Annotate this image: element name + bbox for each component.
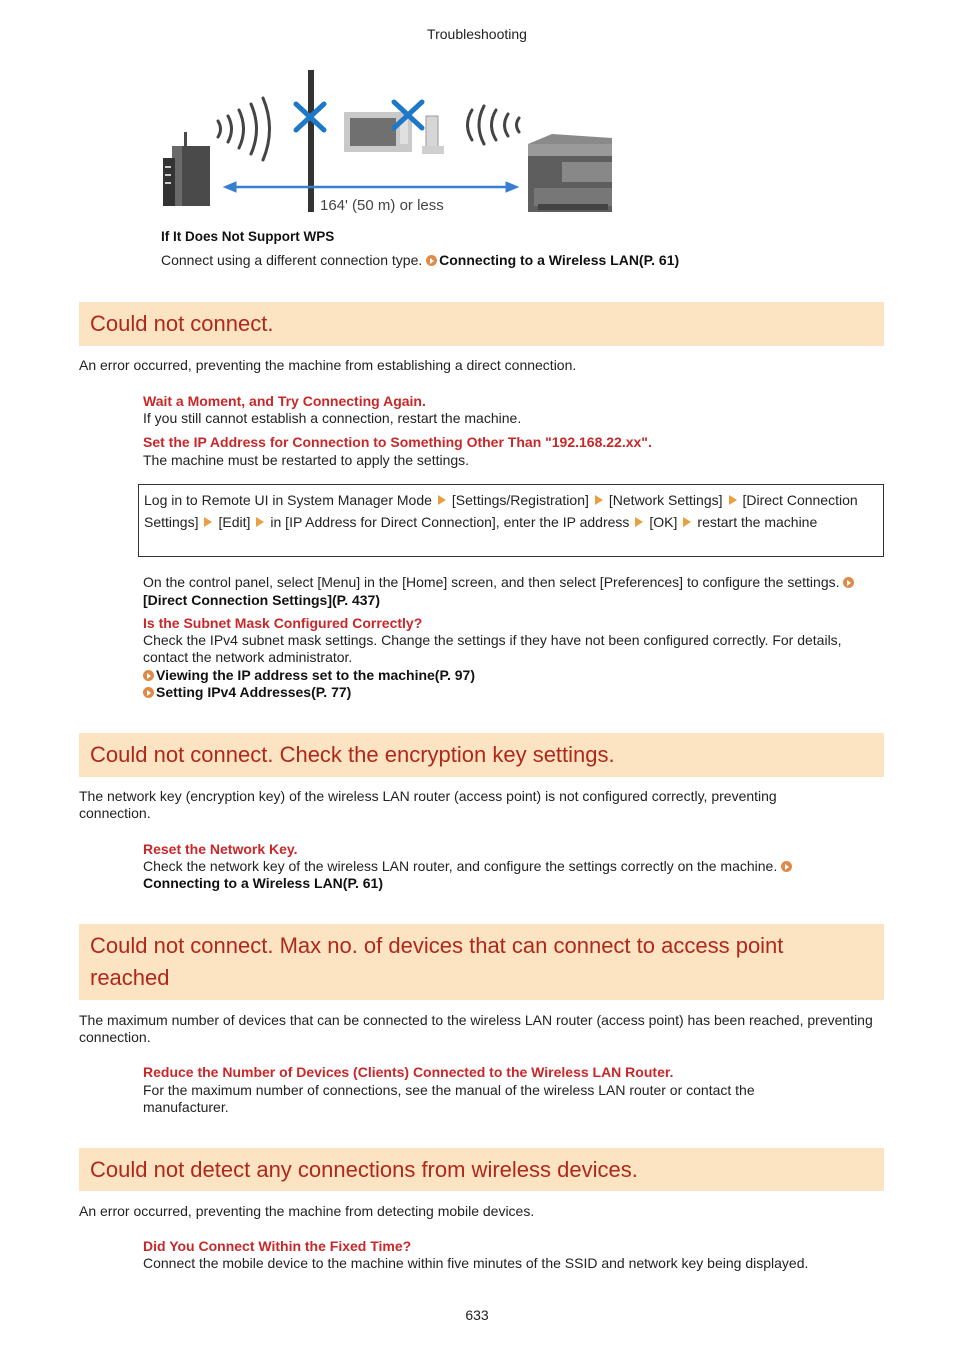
viewing-ip-address-link[interactable]: Viewing the IP address set to the machine(P. 97) [156, 667, 475, 683]
procedure-box [138, 484, 884, 557]
step-text: [Settings/Registration] [451, 492, 589, 508]
step-arrow-icon [438, 495, 446, 505]
section-heading-could-not-connect [79, 302, 884, 346]
item-body-fixed-time: Connect the mobile device to the machine within five minutes of the SSID and network key being displayed. [143, 1255, 809, 1271]
item-body-network-key [143, 858, 868, 892]
item-title-wait: Wait a Moment, and Try Connecting Again. [143, 393, 426, 409]
step-text: Log in to Remote UI in System Manager Mode [144, 492, 432, 508]
control-panel-text: On the control panel, select [Menu] in the [Home] screen, and then select [Preferences] to configure the settings. [143, 574, 840, 590]
step-arrow-icon [683, 517, 691, 527]
step-arrow-icon [256, 517, 264, 527]
section-heading-text: Could not connect. Max no. of devices that can connect to access point [90, 933, 784, 958]
section-intro: An error occurred, preventing the machine from establishing a direct connection. [79, 357, 577, 373]
link-arrow-icon [843, 577, 854, 588]
section-heading-max-devices [79, 924, 884, 1000]
printer-icon [528, 134, 612, 212]
page-header: Troubleshooting [427, 26, 527, 42]
page-number: 633 [465, 1307, 489, 1323]
step-arrow-icon [635, 517, 643, 527]
section-heading-encryption-key [79, 733, 884, 777]
step-text: [Edit] [218, 513, 251, 530]
network-key-text: Check the network key of the wireless LAN router, and configure the settings correctly on the machine. [143, 858, 778, 874]
wireless-signal-icon [218, 98, 270, 160]
step-text: [Network Settings] [608, 492, 723, 508]
item-body-subnet: Check the IPv4 subnet mask settings. Change the settings if they have not been configured correctly. For details, contact the network administrator. [143, 632, 842, 665]
wps-link[interactable]: Connecting to a Wireless LAN(P. 61) [439, 252, 680, 268]
wps-body-text: Connect using a different connection type. [161, 252, 423, 268]
subnet-link-1-row [143, 667, 873, 684]
cordless-phone-icon [422, 116, 444, 154]
item-title-fixed-time: Did You Connect Within the Fixed Time? [143, 1238, 412, 1254]
item-title-network-key: Reset the Network Key. [143, 841, 298, 857]
item-body-reduce-devices: For the maximum number of connections, see the manual of the wireless LAN router or contact the manufacturer. [143, 1082, 755, 1115]
distance-arrow [224, 182, 518, 192]
wireless-signal-icon [468, 106, 520, 144]
link-arrow-icon [781, 861, 792, 872]
link-arrow-icon [426, 255, 437, 266]
item-body-wait: If you still cannot establish a connection, restart the machine. [143, 410, 522, 426]
item-body-ip-address: The machine must be restarted to apply the settings. [143, 452, 470, 468]
section-intro: An error occurred, preventing the machine from detecting mobile devices. [79, 1203, 535, 1219]
step-text: [Direct Connection Settings] [144, 492, 858, 530]
wps-title: If It Does Not Support WPS [161, 229, 335, 244]
step-text: in [IP Address for Direct Connection], enter the IP address [270, 513, 630, 530]
section-heading-text: Could not detect any connections from wireless devices. [90, 1157, 638, 1182]
section-heading-text: Could not connect. Check the encryption key settings. [90, 742, 615, 767]
item-title-reduce-devices: Reduce the Number of Devices (Clients) Connected to the Wireless LAN Router. [143, 1064, 674, 1080]
direct-connection-settings-link[interactable]: [Direct Connection Settings](P. 437) [143, 592, 381, 608]
distance-label: 164' (50 m) or less [320, 197, 444, 214]
link-arrow-icon [143, 687, 154, 698]
item-title-ip-address: Set the IP Address for Connection to Something Other Than "192.168.22.xx". [143, 434, 652, 450]
control-panel-note [143, 573, 863, 609]
section-heading-text: reached [90, 965, 170, 990]
wireless-distance-illustration [158, 66, 618, 216]
step-text: restart the machine [697, 513, 818, 530]
step-arrow-icon [595, 495, 603, 505]
router-icon [163, 132, 210, 206]
section-intro: The maximum number of devices that can be connected to the wireless LAN router (access point) has been reached, preventing connection. [79, 1012, 873, 1045]
step-arrow-icon [204, 517, 212, 527]
step-text: [OK] [649, 513, 678, 530]
setting-ipv4-link[interactable]: Setting IPv4 Addresses(P. 77) [156, 684, 352, 700]
wps-body [161, 252, 679, 268]
subnet-link-2-row [143, 684, 873, 701]
step-arrow-icon [729, 495, 737, 505]
item-title-subnet: Is the Subnet Mask Configured Correctly? [143, 615, 423, 631]
section-heading-no-connections [79, 1148, 884, 1191]
wall [308, 70, 314, 212]
link-arrow-icon [143, 670, 154, 681]
connecting-wireless-lan-link[interactable]: Connecting to a Wireless LAN(P. 61) [143, 875, 383, 891]
section-intro: The network key (encryption key) of the wireless LAN router (access point) is not configured correctly, preventing connection. [79, 788, 777, 821]
section-heading-text: Could not connect. [90, 311, 274, 336]
